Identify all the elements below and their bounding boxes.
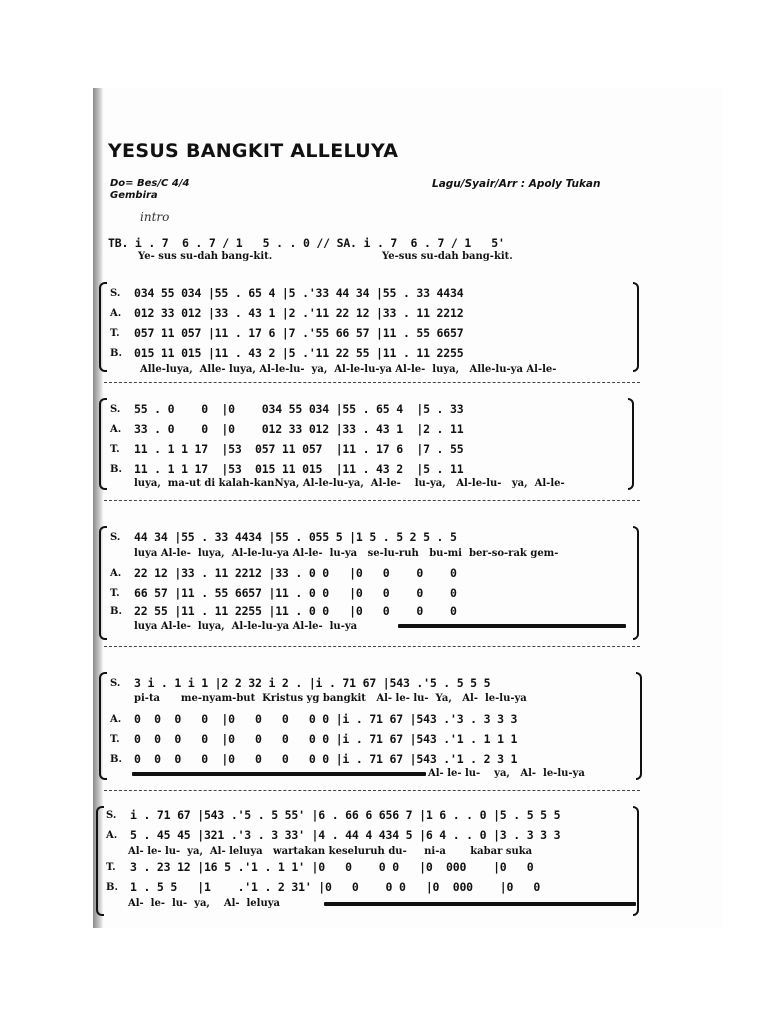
system5-bass: 1 . 5 5 |1 .'1 . 2 31' |0 0 0 0 |0 000 |0 0 [130,880,541,894]
system4-alto: 0 0 0 0 |0 0 0 0 0 |i . 71 67 |543 .'3 . 3 3 3 [134,712,518,726]
system5-soprano: i . 71 67 |543 .'5 . 5 55' |6 . 66 6 656 7 |1 6 . . 0 |5 . 5 5 5 [130,808,561,822]
system3-bass: 22 55 |11 . 11 2255 |11 . 0 0 |0 0 0 0 [134,604,457,618]
system1-lyric: Alle-luya, Alle- luya, Al-le-lu- ya, Al-le-lu-ya Al-le- luya, Alle-lu-ya Al-le- [140,364,557,375]
system3-alto: 22 12 |33 . 11 2212 |33 . 0 0 |0 0 0 0 [134,566,457,580]
system-brace [99,672,107,780]
voice-label-t: T. [110,734,120,745]
system-brace [99,526,107,640]
voice-label-a: A. [110,308,122,319]
intro-lyric-tb: Ye- sus su-dah bang-kit. [138,251,273,262]
voice-label-s: S. [106,810,117,821]
system-divider [104,382,640,383]
voice-label-b: B. [110,606,122,617]
system4-tenor: 0 0 0 0 |0 0 0 0 0 |i . 71 67 |543 .'1 . 1 1 1 [134,732,518,746]
system3-lyric: luya Al-le- luya, Al-le-lu-ya Al-le- lu-ya [134,621,358,632]
system-divider [104,646,640,647]
voice-label-t: T. [110,588,120,599]
voice-label-t: T. [110,328,120,339]
system-brace [99,282,107,372]
voice-label-s: S. [110,404,121,415]
voice-label-s: S. [110,678,121,689]
voice-label-t: T. [110,444,120,455]
system5-alto: 5 . 45 45 |321 .'3 . 3 33' |4 . 44 4 434 5 |6 4 . . 0 |3 . 3 3 3 [130,828,561,842]
system4-soprano: 3 i . 1 i 1 |2 2 32 i 2 . |i . 71 67 |543 .'5 . 5 5 5 [134,676,491,690]
system-brace-right [633,806,639,916]
rest-bar [324,902,636,906]
voice-label-b: B. [110,348,122,359]
voice-label-a: A. [106,830,118,841]
song-title: YESUS BANGKIT ALLELUYA [108,140,399,162]
binding-shadow [93,88,103,928]
voice-label-a: A. [110,568,122,579]
system2-tenor: 11 . 1 1 17 |53 057 11 057 |11 . 17 6 |7 . 55 [134,442,464,456]
system-brace-right [636,672,642,780]
voice-label-s: S. [110,288,121,299]
system5-alto-lyric: Al- le- lu- ya, Al- leluya wartakan keseluruh du- ni-a kabar suka [128,846,533,857]
intro-lyric-sa: Ye-sus su-dah bang-kit. [382,251,513,262]
key-signature: Do= Bes/C 4/4 [110,178,190,189]
tempo-marking: Gembira [110,190,158,201]
intro-notes: TB. i . 7 6 . 7 / 1 5 . . 0 // SA. i . 7 6 . 7 / 1 5' [108,236,505,250]
composer-credit: Lagu/Syair/Arr : Apoly Tukan [432,178,601,190]
system3-soprano: 44 34 |55 . 33 4434 |55 . 055 5 |1 5 . 5 2 5 . 5 [134,530,457,544]
system-brace-right [633,526,639,640]
system1-alto: 012 33 012 |33 . 43 1 |2 .'11 22 12 |33 . 11 2212 [134,306,464,320]
voice-label-b: B. [110,464,122,475]
system4-lyric: Al- le- lu- ya, Al- le-lu-ya [428,768,585,779]
system-brace [96,806,104,916]
voice-label-s: S. [110,532,121,543]
system4-soprano-lyric: pi-ta me-nyam-but Kristus yg bangkit Al- le- lu- Ya, Al- le-lu-ya [134,693,527,704]
handwritten-intro-note: intro [140,210,170,224]
system1-bass: 015 11 015 |11 . 43 2 |5 .'11 22 55 |11 . 11 2255 [134,346,464,360]
voice-label-b: B. [106,882,118,893]
system1-soprano: 034 55 034 |55 . 65 4 |5 .'33 44 34 |55 . 33 4434 [134,286,464,300]
system4-bass: 0 0 0 0 |0 0 0 0 0 |i . 71 67 |543 .'1 . 2 3 1 [134,752,518,766]
voice-label-a: A. [110,424,122,435]
system3-soprano-lyric: luya Al-le- luya, Al-le-lu-ya Al-le- lu-ya se-lu-ruh bu-mi ber-so-rak gem- [134,548,559,559]
voice-label-a: A. [110,714,122,725]
sheet-paper [93,88,723,928]
system3-tenor: 66 57 |11 . 55 6657 |11 . 0 0 |0 0 0 0 [134,586,457,600]
system2-lyric: luya, ma-ut di kalah-kanNya, Al-le-lu-ya, Al-le- lu-ya, Al-le-lu- ya, Al-le- [134,478,565,489]
voice-label-t: T. [106,862,116,873]
voice-label-b: B. [110,754,122,765]
rest-bar [398,624,626,628]
system5-tenor: 3 . 23 12 |16 5 .'1 . 1 1' |0 0 0 0 |0 000 |0 0 [130,860,534,874]
system-brace-right [633,282,639,372]
system-brace-right [628,398,634,490]
system1-tenor: 057 11 057 |11 . 17 6 |7 .'55 66 57 |11 . 55 6657 [134,326,464,340]
system-brace [99,398,107,490]
system-divider [104,500,640,501]
system2-soprano: 55 . 0 0 |0 034 55 034 |55 . 65 4 |5 . 33 [134,402,464,416]
system2-alto: 33 . 0 0 |0 012 33 012 |33 . 43 1 |2 . 11 [134,422,464,436]
system5-lyric: Al- le- lu- ya, Al- leluya [128,898,281,909]
rest-bar [132,772,426,776]
system2-bass: 11 . 1 1 17 |53 015 11 015 |11 . 43 2 |5 . 11 [134,462,464,476]
key-tempo [110,178,189,202]
system-divider [104,790,640,791]
